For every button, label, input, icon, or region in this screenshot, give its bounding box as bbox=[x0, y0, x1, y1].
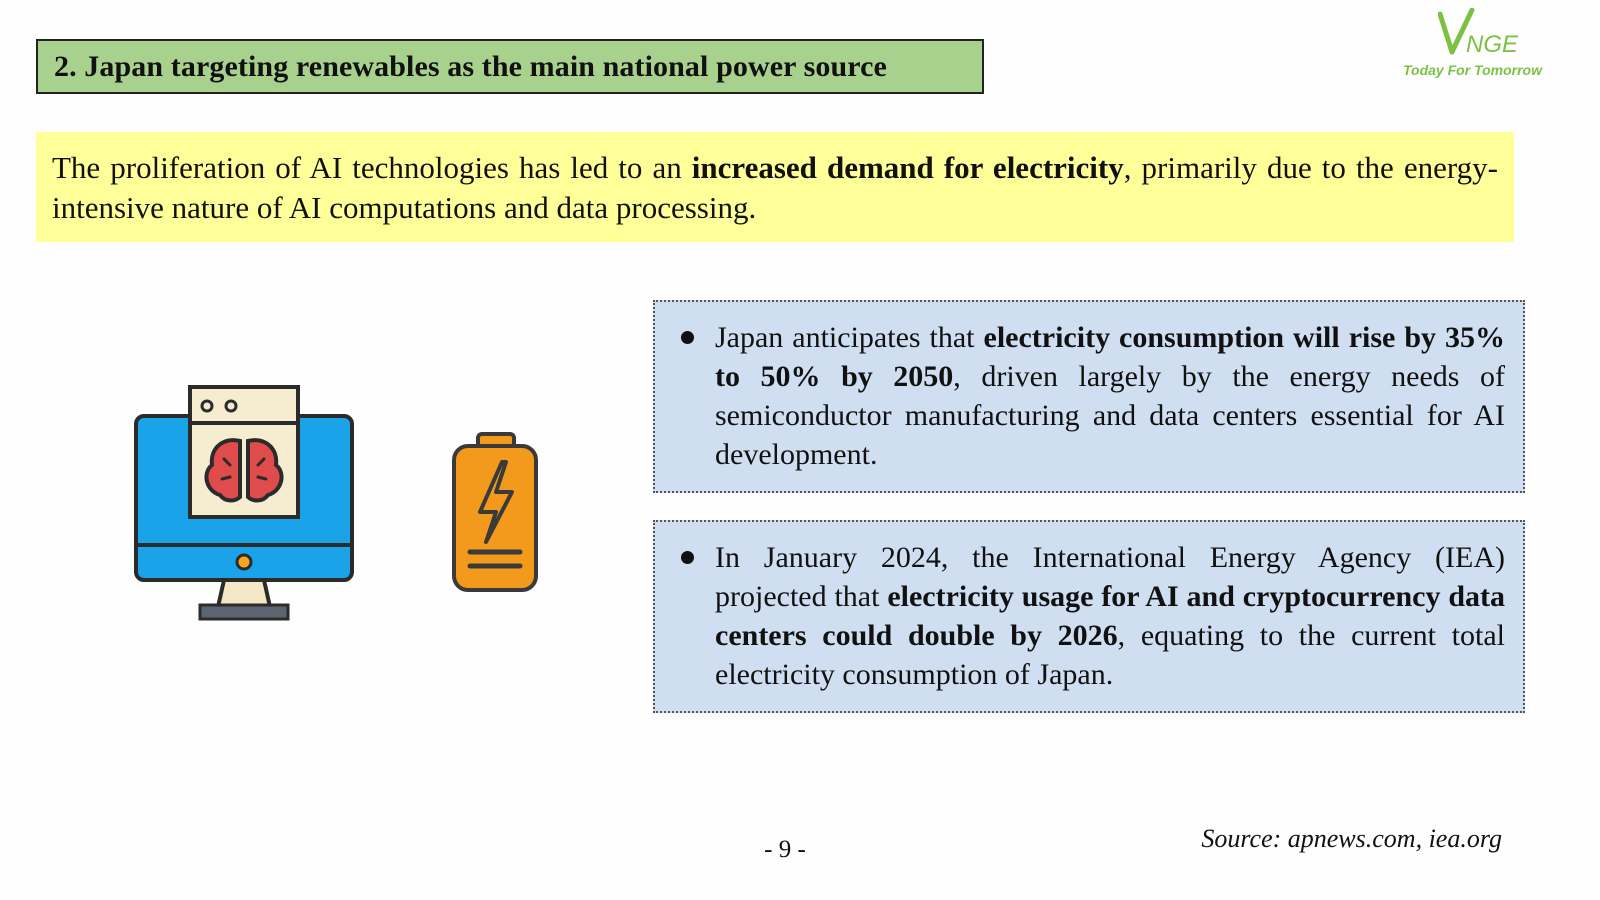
card1-text-end: , driven largely by the energy needs of semiconductor manufacturing and data centers essential for AI development. bbox=[715, 360, 1505, 471]
card1-text-bold: electricity consumption will rise by 35% to 50% by 2050 bbox=[715, 321, 1505, 393]
page-number: - 9 - bbox=[764, 836, 806, 863]
computer-brain-icon bbox=[130, 385, 360, 630]
slide-title-text: 2. Japan targeting renewables as the main national power source bbox=[54, 49, 887, 83]
info-card-1 bbox=[653, 300, 1525, 493]
svg-text:NGE: NGE bbox=[1466, 31, 1519, 58]
card1-text-start: Japan anticipates that bbox=[715, 321, 984, 354]
intro-text-start: The proliferation of AI technologies has led to an bbox=[52, 150, 692, 185]
logo-tagline: Today For Tomorrow bbox=[1403, 62, 1542, 78]
intro-text-bold: increased demand for electricity bbox=[691, 150, 1124, 185]
bullet-dot-icon bbox=[681, 331, 694, 344]
intro-text-end: , primarily due to the energy-intensive nature of AI computations and data processing. bbox=[52, 150, 1498, 225]
card2-text-end: , equating to the current total electricity consumption of Japan. bbox=[715, 619, 1505, 691]
card2-text-start: In January 2024, the International Energy Agency (IEA) projected that bbox=[715, 541, 1505, 613]
card2-text-bold: electricity usage for AI and cryptocurrency data centers could double by 2026 bbox=[715, 580, 1505, 652]
vnge-logo-icon bbox=[1438, 8, 1522, 58]
company-logo bbox=[1400, 6, 1560, 86]
bullet-dot-icon bbox=[681, 551, 694, 564]
battery-bolt-icon bbox=[450, 430, 540, 595]
intro-callout bbox=[36, 132, 1514, 242]
source-citation: Source: apnews.com, iea.org bbox=[1201, 824, 1502, 853]
slide-title bbox=[36, 39, 984, 94]
info-card-2 bbox=[653, 520, 1525, 713]
